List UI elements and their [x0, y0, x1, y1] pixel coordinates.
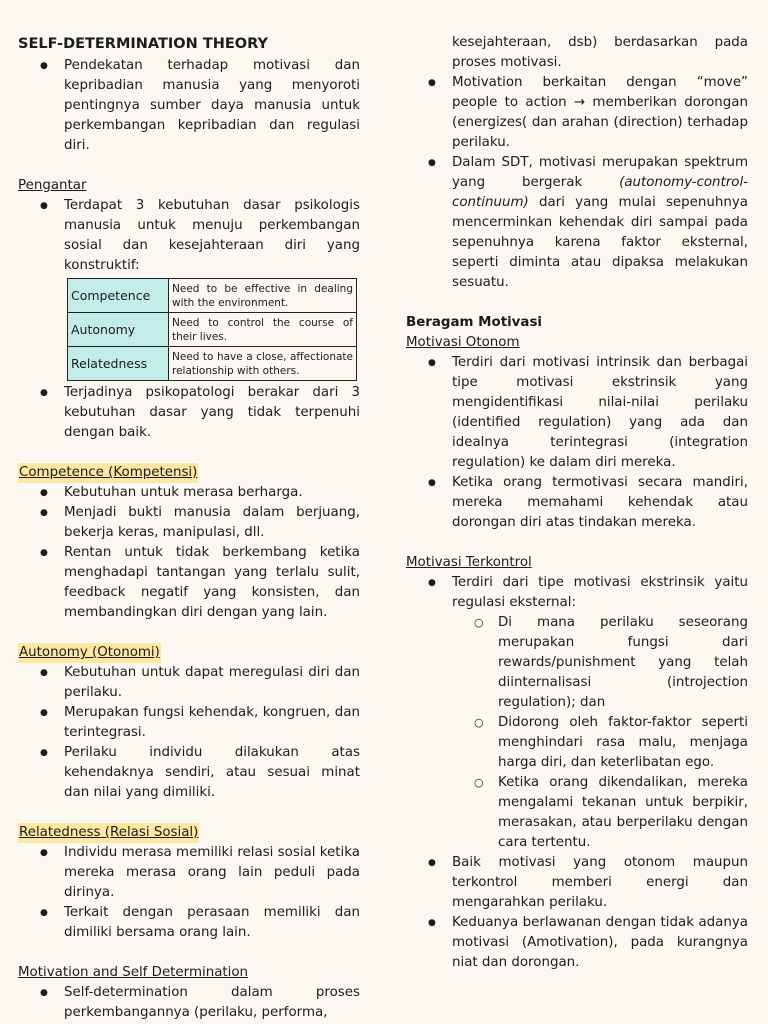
list-item: ● Pendekatan terhadap motivasi dan kepribadian manusia yang menyoroti pentingnya sumber daya manusia untuk perkembangan kepribadian dan regulasi diri.	[18, 56, 360, 156]
relatedness-list	[18, 843, 360, 943]
list-item: ● Motivation berkaitan dengan “move” people to action → memberikan dorongan (energizes( dan arahan (direction) terhadap perilaku.	[406, 73, 748, 153]
closing-list	[406, 853, 748, 973]
pengantar-list-2	[18, 383, 360, 443]
page-title: SELF-DETERMINATION THEORY	[18, 36, 268, 52]
table-row	[68, 313, 357, 347]
table-cell-desc: Need to control the course of their lives.	[169, 313, 357, 347]
otonom-heading: Motivasi Otonom	[406, 335, 520, 350]
list-item: ● Ketika orang termotivasi secara mandiri, mereka memahami kehendak atau dorongan diri atas tindakan mereka.	[406, 473, 748, 533]
table-row	[68, 279, 357, 313]
motivation-heading: Motivation and Self Determination	[18, 965, 249, 980]
intro-list	[18, 56, 360, 156]
list-item: ● Perilaku individu dilakukan atas kehendaknya sendiri, atau sesuai minat dan nilai yang dimiliki.	[18, 743, 360, 803]
list-item: ● Individu merasa memiliki relasi sosial ketika mereka merasa orang lain peduli pada dirinya.	[18, 843, 360, 903]
list-item: ● Terkait dengan perasaan memiliki dan dimiliki bersama orang lain.	[18, 903, 360, 943]
motivation-list-cont	[406, 73, 748, 293]
terkontrol-list	[406, 573, 748, 613]
autonomy-list	[18, 663, 360, 803]
sub-list-item: ○ Di mana perilaku seseorang merupakan fungsi dari rewards/punishment yang telah diinternalisasi (introjection regulation); dan	[452, 613, 748, 713]
list-item: ● Terjadinya psikopatologi berakar dari 3 kebutuhan dasar yang tidak terpenuhi dengan baik.	[18, 383, 360, 443]
table-cell-desc: Need to have a close, affectionate relationship with others.	[169, 347, 357, 381]
list-item: ● Keduanya berlawanan dengan tidak adanya motivasi (Amotivation), pada kurangnya niat dan dorongan.	[406, 913, 748, 973]
beragam-heading: Beragam Motivasi	[406, 315, 543, 330]
otonom-list	[406, 353, 748, 533]
list-item: ● Self-determination dalam proses perkembangannya (perilaku, performa,	[18, 983, 360, 1023]
sub-list-item: ○ Didorong oleh faktor-faktor seperti menghindari rasa malu, menjaga harga diri, dan keterlibatan ego.	[452, 713, 748, 773]
relatedness-heading: Relatedness (Relasi Sosial)	[18, 823, 199, 843]
list-item: ● Merupakan fungsi kehendak, kongruen, dan terintegrasi.	[18, 703, 360, 743]
table-cell-need: Autonomy	[68, 313, 169, 347]
list-item: ● Terdiri dari motivasi intrinsik dan berbagai tipe motivasi ekstrinsik yang mengidentifikasi nilai-nilai perilaku (identified regulation) yang ada dan idealnya terintegrasi (integration regulation) ke dalam diri mereka.	[406, 353, 748, 473]
list-item: ● Baik motivasi yang otonom maupun terkontrol memberi energi dan mengarahkan perilaku.	[406, 853, 748, 913]
competence-list	[18, 483, 360, 623]
list-item: ● Rentan untuk tidak berkembang ketika menghadapi tantangan yang terlalu sulit, feedback negatif yang konsisten, dan membandingkan diri dengan yang lain.	[18, 543, 360, 623]
list-item: ● Kebutuhan untuk dapat meregulasi diri dan perilaku.	[18, 663, 360, 703]
left-column	[18, 33, 360, 1023]
table-cell-desc: Need to be effective in dealing with the environment.	[169, 279, 357, 313]
terkontrol-heading: Motivasi Terkontrol	[406, 555, 532, 570]
pengantar-list	[18, 196, 360, 276]
list-item: ● Dalam SDT, motivasi merupakan spektrum yang bergerak (autonomy-control-continuum) dari yang mulai sepenuhnya mencerminkan kehendak diri sampai pada sepenuhnya karena faktor eksternal, seperti diminta atau dipaksa melakukan sesuatu.	[406, 153, 748, 293]
table-cell-need: Relatedness	[68, 347, 169, 381]
sub-list-item: ○ Ketika orang dikendalikan, mereka mengalami tekanan untuk berpikir, merasakan, atau berperilaku dengan cara tertentu.	[452, 773, 748, 853]
list-item: ● Terdiri dari tipe motivasi ekstrinsik yaitu regulasi eksternal:	[406, 573, 748, 613]
list-item-continuation: kesejahteraan, dsb) berdasarkan pada proses motivasi.	[452, 35, 748, 70]
table-row	[68, 347, 357, 381]
autonomy-heading: Autonomy (Otonomi)	[18, 643, 161, 663]
list-item: ● Menjadi bukti manusia dalam berjuang, bekerja keras, manipulasi, dll.	[18, 503, 360, 543]
pengantar-heading: Pengantar	[18, 178, 87, 193]
list-item: ● Terdapat 3 kebutuhan dasar psikologis manusia untuk menuju perkembangan sosial dan kesejahteraan diri yang konstruktif:	[18, 196, 360, 276]
terkontrol-sublist	[452, 613, 748, 853]
table-cell-need: Competence	[68, 279, 169, 313]
needs-table	[67, 278, 357, 381]
right-column	[406, 33, 748, 973]
competence-heading: Competence (Kompetensi)	[18, 463, 198, 483]
list-item: ● Kebutuhan untuk merasa berharga.	[18, 483, 360, 503]
motivation-list	[18, 983, 360, 1023]
